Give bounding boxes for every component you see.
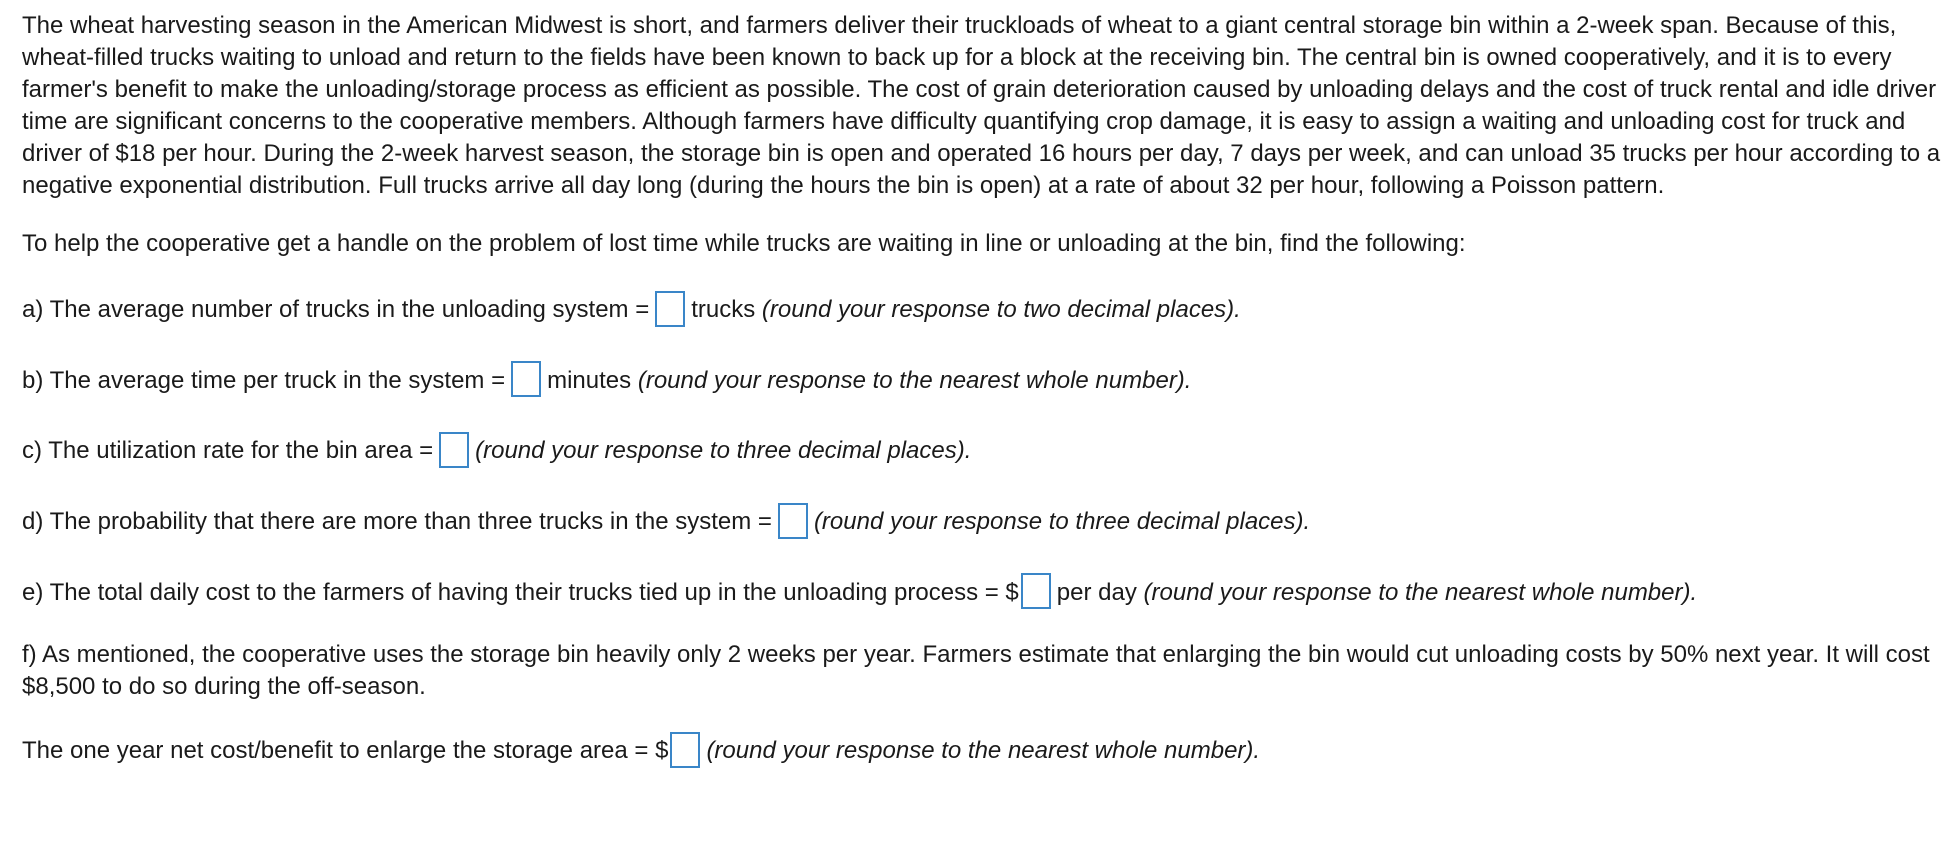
problem-intro: The wheat harvesting season in the American Midwest is short, and farmers deliver their truckloads of wheat to a giant central storage bin within a 2-week span. Because of this, wheat-filled trucks waiting to unload and return to the fields have been known to back up for a block at the receiving bin. The central bin is owned cooperatively, and it is to every farmer's benefit to make the unloading/storage process as efficient as possible. The cost of grain deterioration caused by unloading delays and the cost of truck rental and idle driver time are significant concerns to the cooperative members. Although farmers have difficulty quantifying crop damage, it is easy to assign a waiting and unloading cost for truck and driver of $18 per hour. During the 2-week harvest season, the storage bin is open and operated 16 hours per day, 7 days per week, and can unload 35 trucks per hour according to a negative exponential distribution. Full trucks arrive all day long (during the hours the bin is open) at a rate of about 32 per hour, following a Poisson pattern. (22, 12, 1941, 199)
question-b-unit: minutes (547, 366, 632, 394)
question-b-prefix: b) The average time per truck in the system = (22, 366, 506, 394)
question-c-prefix: c) The utilization rate for the bin area = (22, 437, 434, 465)
question-g-prefix: The one year net cost/benefit to enlarge the storage area = $ (22, 737, 669, 765)
question-a-unit: trucks (691, 296, 756, 323)
question-e-prefix: e) The total daily cost to the farmers of having their trucks tied up in the unloading process = $ (22, 578, 1019, 606)
question-e-hint: (round your response to the nearest whole number). (1143, 578, 1698, 606)
answer-b-input[interactable] (511, 361, 541, 397)
question-d-prefix: d) The probability that there are more than three trucks in the system = (22, 507, 772, 535)
answer-e-input[interactable] (1021, 573, 1051, 609)
question-c-hint: (round your response to three decimal places). (475, 437, 972, 465)
question-f: f) As mentioned, the cooperative uses the storage bin heavily only 2 weeks per year. Farmers estimate that enlarging the bin would cut unloading costs by 50% next year. It will cost $8,500 to do so during the off-season. (22, 641, 1930, 701)
question-b-hint: (round your response to the nearest whole number). (637, 366, 1192, 394)
answer-c-input[interactable] (439, 432, 469, 468)
question-a-hint: (round your response to two decimal places). (761, 296, 1241, 323)
question-e-unit: per day (1056, 578, 1137, 606)
question-d-hint: (round your response to three decimal places). (813, 507, 1311, 535)
answer-g-input[interactable] (670, 732, 700, 768)
answer-a-input[interactable] (655, 291, 685, 327)
question-a (22, 294, 1948, 327)
question-g (22, 735, 1948, 768)
question-a-prefix: a) The average number of trucks in the unloading system = (22, 296, 650, 323)
question-e (22, 577, 1948, 610)
question-d (22, 506, 1948, 539)
problem-prompt: To help the cooperative get a handle on the problem of lost time while trucks are waiting in line or unloading at the bin, find the following: (22, 230, 1466, 257)
answer-d-input[interactable] (778, 503, 808, 539)
question-b (22, 365, 1948, 398)
question-g-hint: (round your response to the nearest whole number). (706, 737, 1261, 765)
question-c (22, 435, 1948, 468)
